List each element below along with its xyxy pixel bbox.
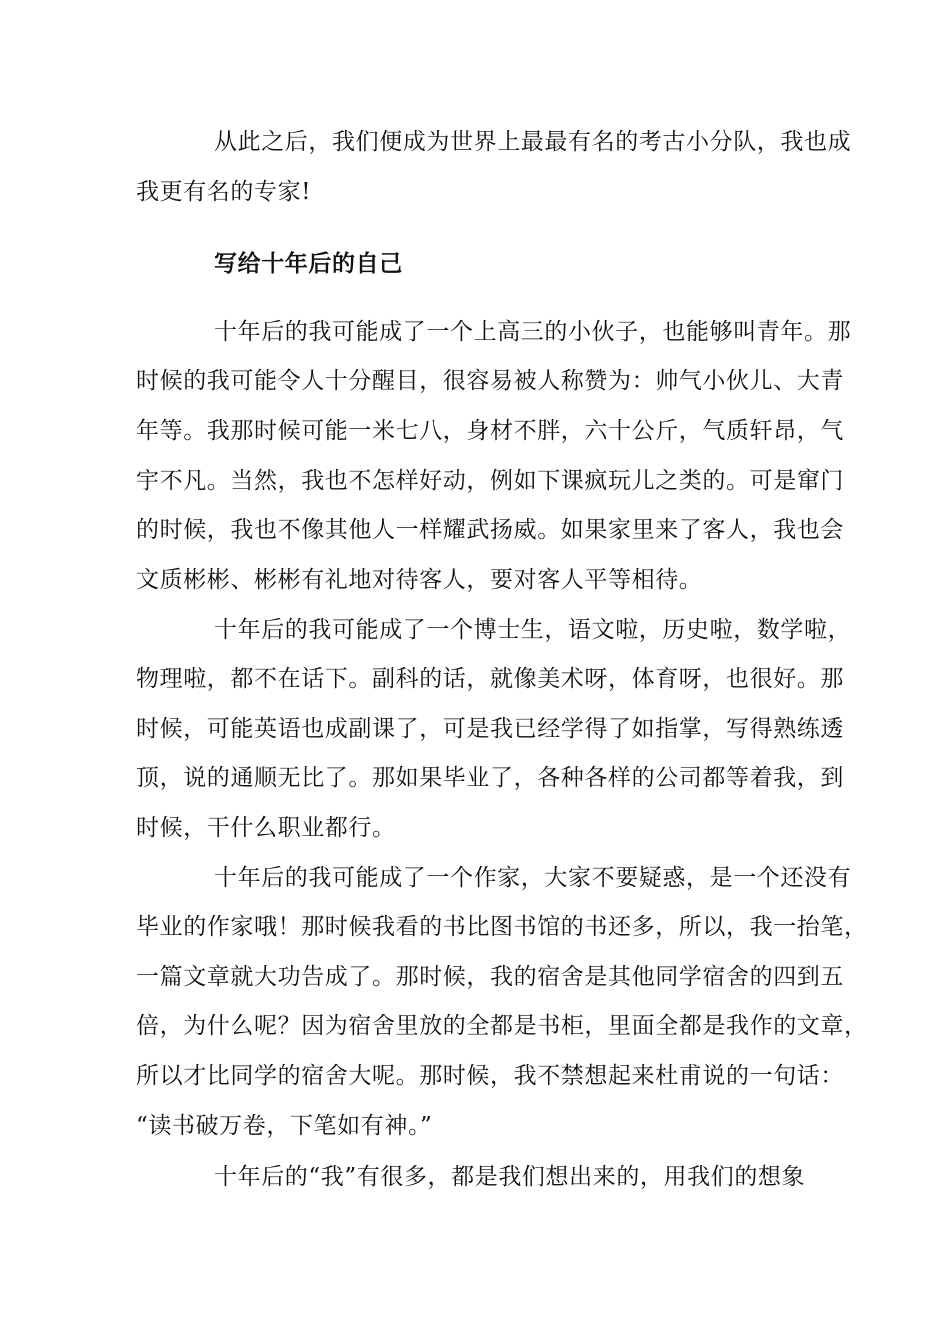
- paragraph-2-line-1: 十年后的我可能成了一个上高三的小伙子，也能够叫青年。那: [214, 319, 852, 345]
- paragraph-2-line-6: 文质彬彬、彬彬有礼地对待客人，要对客人平等相待。: [136, 567, 703, 593]
- paragraph-4-line-6: “读书破万卷，下笔如有神。”: [136, 1113, 433, 1139]
- paragraph-4-line-4: 倍，为什么呢？因为宿舍里放的全都是书柜，里面全都是我作的文章，: [136, 1013, 868, 1039]
- paragraph-2-line-4: 宇不凡。当然，我也不怎样好动，例如下课疯玩儿之类的。可是窜门: [136, 468, 844, 494]
- paragraph-2-line-5: 的时候，我也不像其他人一样耀武扬威。如果家里来了客人，我也会: [136, 517, 844, 543]
- paragraph-3-line-4: 顶，说的通顺无比了。那如果毕业了，各种各样的公司都等着我，到: [136, 765, 844, 791]
- paragraph-4-line-1: 十年后的我可能成了一个作家，大家不要疑惑，是一个还没有: [214, 865, 852, 891]
- paragraph-3-line-3: 时候，可能英语也成副课了，可是我已经学得了如指掌，写得熟练透: [136, 716, 844, 742]
- paragraph-4-line-5: 所以才比同学的宿舍大呢。那时候，我不禁想起来杜甫说的一句话：: [136, 1063, 844, 1089]
- paragraph-2-line-3: 年等。我那时候可能一米七八，身材不胖，六十公斤，气质轩昂，气: [136, 418, 844, 444]
- paragraph-4-line-2: 毕业的作家哦！那时候我看的书比图书馆的书还多，所以，我一抬笔，: [136, 914, 868, 940]
- section-title: 写给十年后的自己: [214, 250, 403, 277]
- paragraph-4-line-3: 一篇文章就大功告成了。那时候，我的宿舍是其他同学宿舍的四到五: [136, 964, 844, 990]
- paragraph-3-line-5: 时候，干什么职业都行。: [136, 815, 396, 841]
- paragraph-1-line-1: 从此之后，我们便成为世界上最最有名的考古小分队，我也成: [214, 129, 852, 155]
- paragraph-3-line-2: 物理啦，都不在话下。副科的话，就像美术呀，体育呀，也很好。那: [136, 666, 844, 692]
- paragraph-5-line-1: 十年后的“我”有很多，都是我们想出来的，用我们的想象: [214, 1164, 806, 1190]
- paragraph-3-line-1: 十年后的我可能成了一个博士生，语文啦，历史啦，数学啦，: [214, 617, 852, 643]
- paragraph-1-line-2: 我更有名的专家!: [136, 179, 312, 205]
- paragraph-2-line-2: 时候的我可能令人十分醒目，很容易被人称赞为：帅气小伙儿、大青: [136, 368, 844, 394]
